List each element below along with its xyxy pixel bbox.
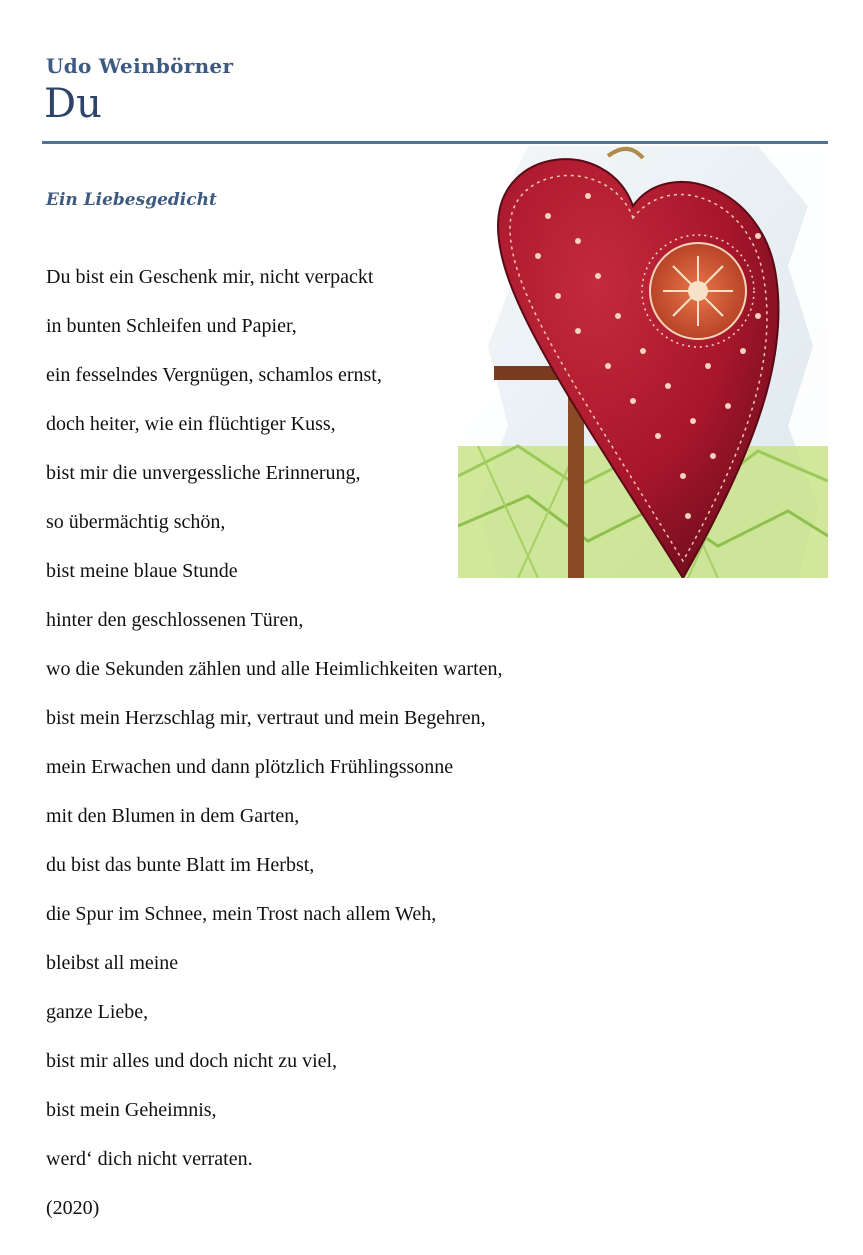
subtitle: Ein Liebesgedicht: [46, 190, 217, 210]
poem-line-6: so übermächtig schön,: [46, 511, 226, 533]
poem-line-19: werd‘ dich nicht verraten.: [46, 1148, 253, 1170]
poem-line-1: Du bist ein Geschenk mir, nicht verpackt: [46, 266, 374, 288]
title-divider: [42, 141, 828, 144]
poem-line-17: bist mir alles und doch nicht zu viel,: [46, 1050, 338, 1072]
poem-line-10: bist mein Herzschlag mir, vertraut und mein Begehren,: [46, 707, 486, 729]
poem-line-12: mit den Blumen in dem Garten,: [46, 805, 300, 827]
poem-line-15: bleibst all meine: [46, 952, 179, 974]
poem-line-8: hinter den geschlossenen Türen,: [46, 609, 304, 631]
poem-line-7: bist meine blaue Stunde: [46, 560, 238, 582]
poem-line-3: ein fesselndes Vergnügen, schamlos ernst,: [46, 364, 382, 386]
page-title: Du: [44, 81, 102, 127]
poem-line-13: du bist das bunte Blatt im Herbst,: [46, 854, 315, 876]
poem-line-9: wo die Sekunden zählen und alle Heimlichkeiten warten,: [46, 658, 503, 680]
poem-year: (2020): [46, 1197, 100, 1219]
poem-line-4: doch heiter, wie ein flüchtiger Kuss,: [46, 413, 336, 435]
author-name: Udo Weinbörner: [46, 54, 234, 78]
heart-icon: [458, 146, 828, 578]
poem-line-14: die Spur im Schnee, mein Trost nach allem Weh,: [46, 903, 437, 925]
poem-line-16: ganze Liebe,: [46, 1001, 149, 1023]
heart-photo: [458, 146, 828, 578]
poem-line-11: mein Erwachen und dann plötzlich Frühlingssonne: [46, 756, 454, 778]
poem-line-2: in bunten Schleifen und Papier,: [46, 315, 297, 337]
poem: [46, 262, 503, 1242]
poem-line-5: bist mir die unvergessliche Erinnerung,: [46, 462, 361, 484]
poem-line-18: bist mein Geheimnis,: [46, 1099, 217, 1121]
